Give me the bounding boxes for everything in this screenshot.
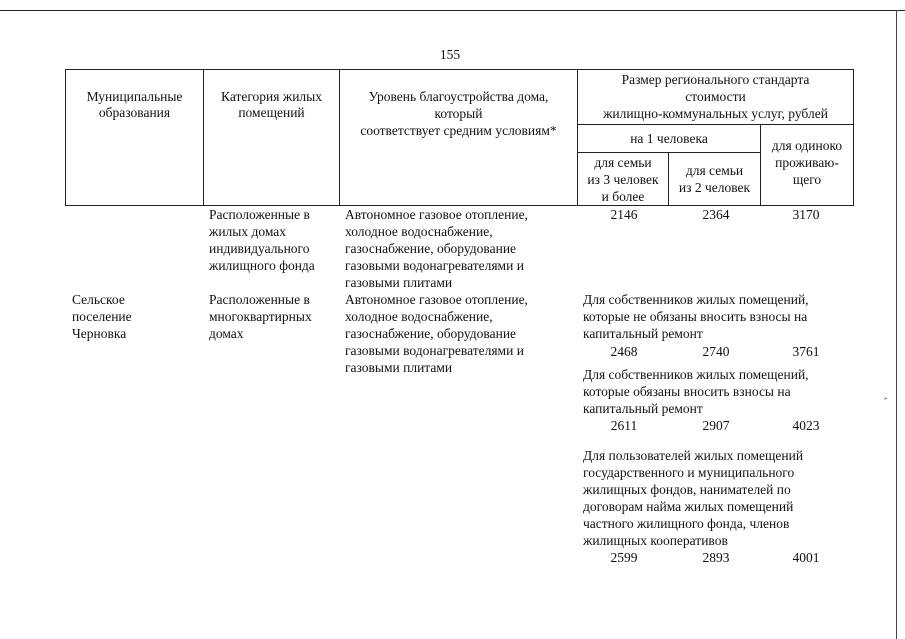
row2-group3-value-family3: 2599 bbox=[610, 550, 638, 565]
row2-group1-value-family2: 2740 bbox=[702, 344, 730, 359]
row2-group2-value-family3: 2611 bbox=[610, 418, 638, 433]
scan-border-top bbox=[0, 10, 905, 11]
scan-speck bbox=[884, 397, 887, 399]
header-per-person: на 1 человека bbox=[630, 131, 708, 146]
row1-value-family2: 2364 bbox=[702, 207, 730, 222]
page-number: 155 bbox=[439, 47, 461, 62]
row2-group1-value-family3: 2468 bbox=[610, 344, 638, 359]
row1-value-single: 3170 bbox=[792, 207, 820, 222]
row2-group3-value-family2: 2893 bbox=[702, 550, 730, 565]
row2-group2-value-family2: 2907 bbox=[702, 418, 730, 433]
row2-group2-value-single: 4023 bbox=[792, 418, 820, 433]
scan-border-right bbox=[896, 10, 897, 639]
row2-group3-value-single: 4001 bbox=[792, 550, 820, 565]
row1-value-family3: 2146 bbox=[610, 207, 638, 222]
row2-group1-value-single: 3761 bbox=[792, 344, 820, 359]
